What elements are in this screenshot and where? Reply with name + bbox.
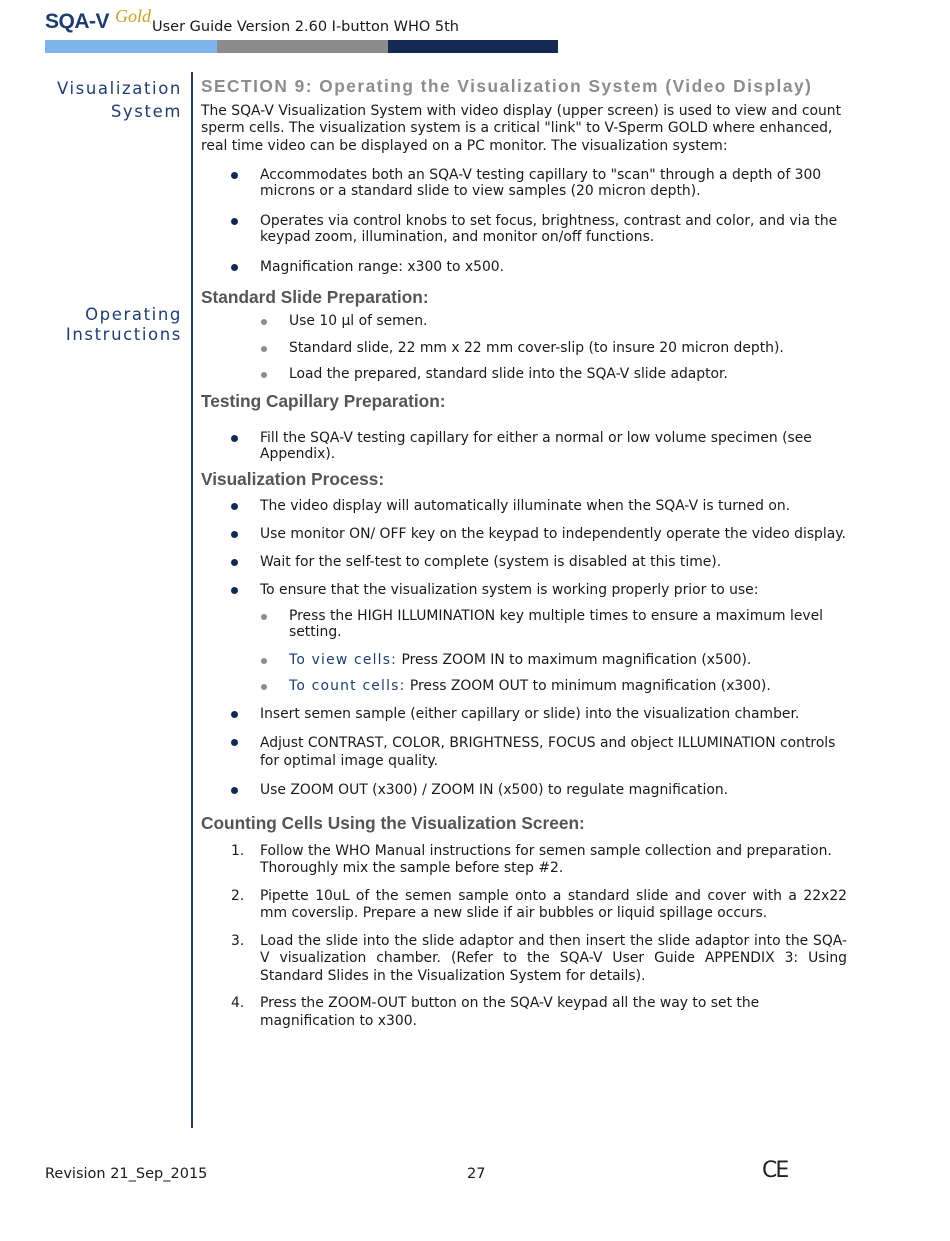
step-number: 4.: [231, 995, 245, 1011]
counting-steps-list: [201, 843, 847, 1031]
header-bar-light-blue: [45, 40, 217, 53]
main-content: [201, 78, 847, 1030]
sidebar-label-line: Operating: [85, 305, 182, 324]
count-cells-label: To count cells:: [289, 677, 406, 694]
logo-script-text: Gold: [115, 6, 151, 26]
ce-mark-icon: CE: [762, 1158, 788, 1183]
list-item: The video display will automatically illuminate when the SQA-V is turned on.: [201, 498, 847, 516]
view-cells-label: To view cells:: [289, 652, 398, 668]
sidebar-label-operating-instructions: [66, 305, 182, 345]
heading-visualization-process: Visualization Process:: [201, 469, 385, 489]
list-item: [201, 843, 847, 878]
step-number: 2.: [231, 887, 245, 904]
list-item: To ensure that the visualization system is working properly prior to use:: [201, 582, 847, 600]
step-number: 1.: [231, 842, 245, 859]
step-text: Load the slide into the slide adaptor and then insert the slide adaptor into the SQA-V visualization chamber. (Refer to the SQA-V User Guide APPENDIX 3: Using Standard Slides in the Visualization System for details).: [260, 932, 847, 984]
list-item: [201, 933, 847, 986]
count-cells-text: Press ZOOM OUT to minimum magnification (x300).: [405, 677, 771, 694]
list-item: [201, 678, 847, 696]
list-item: Standard slide, 22 mm x 22 mm cover-slip (to insure 20 micron depth).: [201, 340, 847, 358]
feature-list: [201, 167, 847, 277]
list-item: Use ZOOM OUT (x300) / ZOOM IN (x500) to regulate magnification.: [201, 782, 847, 800]
list-item: Use monitor ON/ OFF key on the keypad to independently operate the video display.: [201, 526, 847, 542]
document-title: User Guide Version 2.60 I-button WHO 5th: [152, 19, 459, 35]
list-item: Fill the SQA-V testing capillary for either a normal or low volume specimen (see Appendix).: [201, 430, 847, 462]
list-item: Load the prepared, standard slide into the SQA-V slide adaptor.: [201, 366, 847, 384]
heading-testing-capillary-preparation: Testing Capillary Preparation:: [201, 390, 446, 411]
section-title: SECTION 9: Operating the Visualization System (Video Display): [201, 76, 813, 96]
page-number: 27: [467, 1166, 486, 1182]
list-item: Magnification range: x300 to x500.: [201, 259, 847, 277]
list-item: Wait for the self-test to complete (system is disabled at this time).: [201, 554, 847, 572]
view-cells-text: Press ZOOM IN to maximum magnification (x500).: [397, 652, 752, 668]
capillary-prep-list: [201, 430, 847, 462]
step-text: Press the ZOOM-OUT button on the SQA-V keypad all the way to set the magnification to x300.: [260, 995, 760, 1029]
sidebar-label-line: Visualization: [56, 79, 182, 98]
heading-standard-slide-preparation: Standard Slide Preparation:: [201, 286, 429, 307]
visualization-process-list-continued: [201, 706, 847, 799]
slide-prep-list: [201, 313, 847, 384]
list-item: [201, 995, 847, 1030]
heading-counting-cells: Counting Cells Using the Visualization Screen:: [201, 813, 585, 833]
revision-date: Revision 21_Sep_2015: [45, 1166, 208, 1182]
sidebar-label-visualization-system: [57, 77, 182, 123]
list-item: [201, 888, 847, 923]
list-item: Press the HIGH ILLUMINATION key multiple times to ensure a maximum level setting.: [201, 608, 847, 640]
header-bar-navy: [388, 40, 558, 53]
margin-divider-line: [191, 72, 193, 1128]
visualization-process-list: [201, 498, 847, 600]
list-item: Use 10 µl of semen.: [201, 313, 847, 331]
step-text: Follow the WHO Manual instructions for semen sample collection and preparation. Thoroughly mix the sample before step #2.: [260, 842, 832, 876]
header-bar-gray: [217, 40, 388, 53]
sidebar-label-line: Instructions: [65, 325, 182, 344]
logo-main-text: SQA-V: [45, 10, 110, 33]
step-text: Pipette 10uL of the semen sample onto a standard slide and cover with a 22x22 mm coverslip. Prepare a new slide if air bubbles or liquid spillage occurs.: [260, 887, 847, 921]
list-item: [201, 652, 847, 670]
list-item: Operates via control knobs to set focus, brightness, contrast and color, and via the keypad zoom, illumination, and monitor on/off functions.: [201, 213, 847, 245]
intro-paragraph: The SQA-V Visualization System with video display (upper screen) is used to view and count sperm cells. The visualization system is a critical "link" to V-Sperm GOLD where enhanced, real time video can be displayed on a PC monitor. The visualization system:: [201, 102, 842, 154]
sidebar-label-line: System: [110, 102, 182, 121]
visualization-check-sublist: [201, 608, 847, 695]
list-item: Insert semen sample (either capillary or slide) into the visualization chamber.: [201, 706, 847, 724]
step-number: 3.: [231, 932, 245, 949]
list-item: Adjust CONTRAST, COLOR, BRIGHTNESS, FOCUS and object ILLUMINATION controls for optimal image quality.: [201, 734, 847, 770]
list-item: Accommodates both an SQA-V testing capillary to "scan" through a depth of 300 microns or a standard slide to view samples (20 micron depth).: [201, 167, 847, 199]
